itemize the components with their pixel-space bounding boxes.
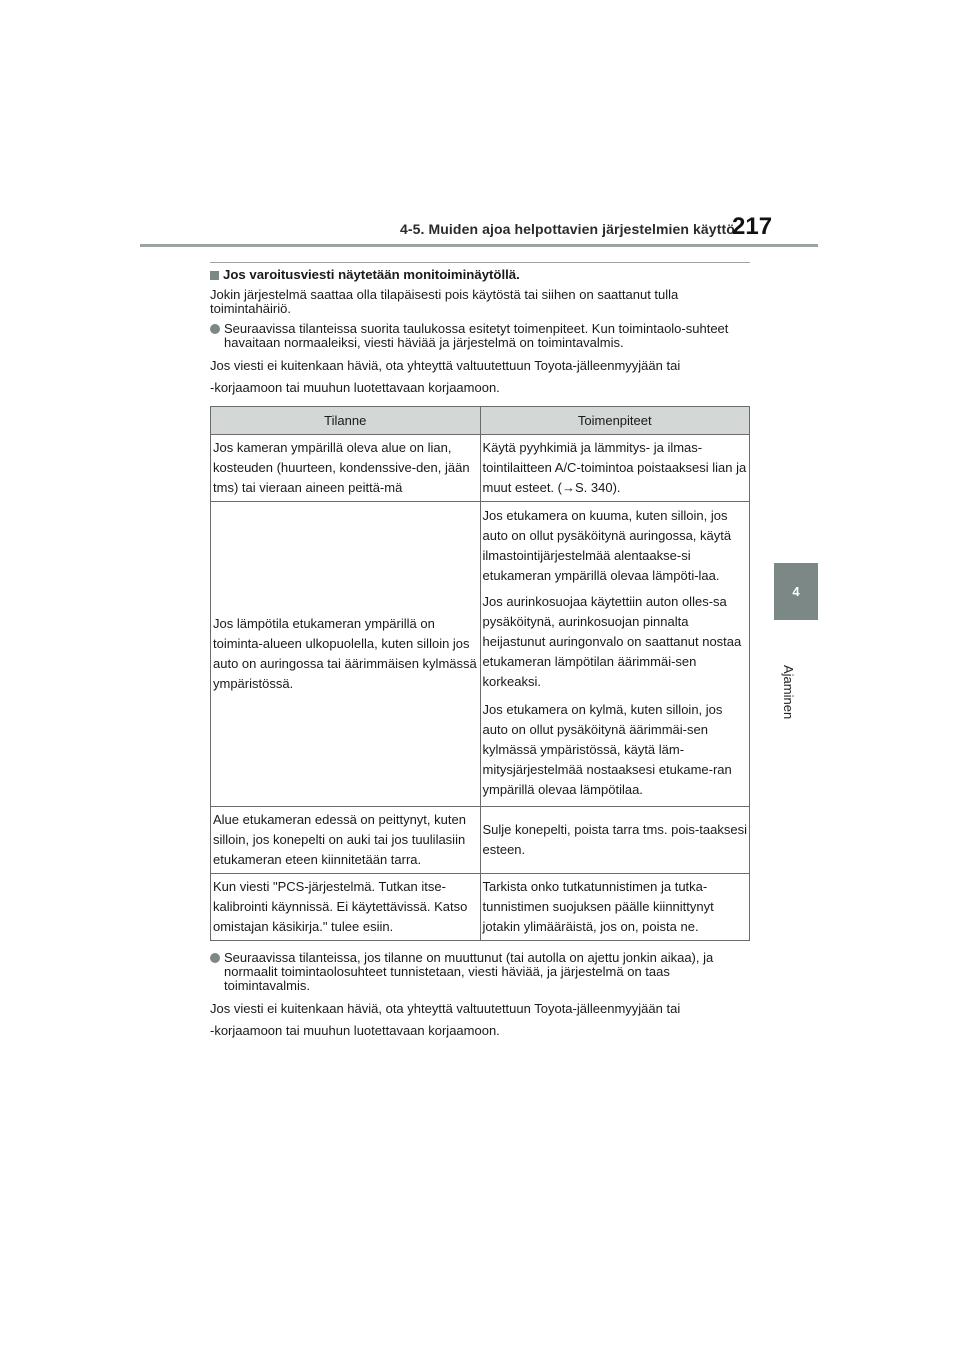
circle-bullet-icon — [210, 324, 220, 334]
intro-paragraph: Jokin järjestelmä saattaa olla tilapäisesti pois käytöstä tai siihen on saattanut tulla toimintahäiriö. — [210, 287, 679, 316]
column-header-situation: Tilanne — [211, 407, 481, 435]
chapter-tab[interactable]: 4 — [774, 563, 818, 620]
table-row — [211, 435, 750, 502]
troubleshooting-table — [210, 406, 750, 941]
situation-cell: Alue etukameran edessä on peittynyt, kuten silloin, jos konepelti on auki tai jos tuulilasiin etukameran eteen kiinnitetään tarra. — [211, 807, 481, 874]
bullet-text: Seuraavissa tilanteissa suorita taulukossa esitetyt toimenpiteet. Kun toimintaolo-suhteet havaitaan normaaleiksi, viesti häviää ja järjestelmä on toimintavalmis. — [224, 321, 729, 350]
table-header-row — [211, 407, 750, 435]
situation-cell: Kun viesti "PCS-järjestelmä. Tutkan itse-kalibrointi käynnissä. Ei käytettävissä. Katso omistajan käsikirja." tulee esiin. — [211, 874, 481, 941]
contact-line: Jos viesti ei kuitenkaan häviä, ota yhteyttä valtuutettuun Toyota-jälleenmyyjään tai — [210, 1001, 681, 1016]
column-header-actions: Toimenpiteet — [480, 407, 750, 435]
table-row — [211, 874, 750, 941]
square-bullet-icon — [210, 271, 219, 280]
header-divider — [140, 244, 818, 247]
chapter-label: Ajaminen — [781, 665, 796, 720]
action-text: Jos etukamera on kuuma, kuten silloin, jos auto on ollut pysäköitynä auringossa, käytä ilmastointijärjestelmää alentaakse-si etukameran ympärillä olevaa lämpöti-laa. — [482, 508, 732, 583]
situation-cell: Jos kameran ympärillä oleva alue on lian, kosteuden (huurteen, kondenssive-den, jään tms) tai vieraan aineen peittä-mä — [211, 435, 481, 502]
main-content — [210, 262, 750, 1043]
situation-cell: Jos lämpötila etukameran ympärillä on toiminta-alueen ulkopuolella, kuten silloin jos auto on auringossa tai äärimmäisen kylmässä ympäristössä. — [211, 502, 481, 807]
contact-line: -korjaamoon tai muuhun luotettavaan korjaamoon. — [210, 1023, 500, 1038]
action-text: Jos aurinkosuojaa käytettiin auton olles-sa pysäköitynä, aurinkosuojan pinnalta heijastunut auringonvalo on saattanut nostaa etukameran lämpötilan äärimmäi-sen korkeaksi. — [482, 594, 742, 689]
section-header-title: 4-5. Muiden ajoa helpottavien järjestelmien käyttö — [400, 221, 735, 237]
table-row — [211, 807, 750, 874]
bullet-item — [210, 951, 750, 993]
page-number: 217 — [732, 213, 773, 240]
table-row — [211, 502, 750, 807]
bullet-item — [210, 322, 750, 350]
action-cell: Tarkista onko tutkatunnistimen ja tutka-tunnistimen suojuksen päälle kiinnittynyt jotakin ylimääräistä, jos on, poista ne. — [480, 874, 750, 941]
action-text: Jos etukamera on kylmä, kuten silloin, jos auto on ollut pysäköitynä äärimmäi-sen kylmässä ympäristössä, käytä läm-mitysjärjestelmää nostaaksesi etukame-ran ympärillä olevaa lämpötilaa. — [482, 702, 732, 797]
action-cell: Käytä pyyhkimiä ja lämmitys- ja ilmas-tointilaitteen A/C-toimintoa poistaaksesi lian ja muut esteet. (→S. 340). — [480, 435, 750, 502]
action-cell — [480, 502, 750, 807]
contact-line: Jos viesti ei kuitenkaan häviä, ota yhteyttä valtuutettuun Toyota-jälleenmyyjään tai — [210, 358, 681, 373]
section-heading — [210, 268, 750, 282]
action-cell: Sulje konepelti, poista tarra tms. pois-taaksesi esteen. — [480, 807, 750, 874]
section-heading-text: Jos varoitusviesti näytetään monitoiminäytöllä. — [223, 267, 520, 282]
contact-line: -korjaamoon tai muuhun luotettavaan korjaamoon. — [210, 380, 500, 395]
bullet-text: Seuraavissa tilanteissa, jos tilanne on muuttunut (tai autolla on ajettu jonkin aikaa), ja normaalit toimintaolosuhteet tunnistetaan, viesti häviää, ja järjestelmä on taas toimintavalmis. — [224, 950, 714, 993]
section-divider — [210, 262, 750, 263]
circle-bullet-icon — [210, 953, 220, 963]
